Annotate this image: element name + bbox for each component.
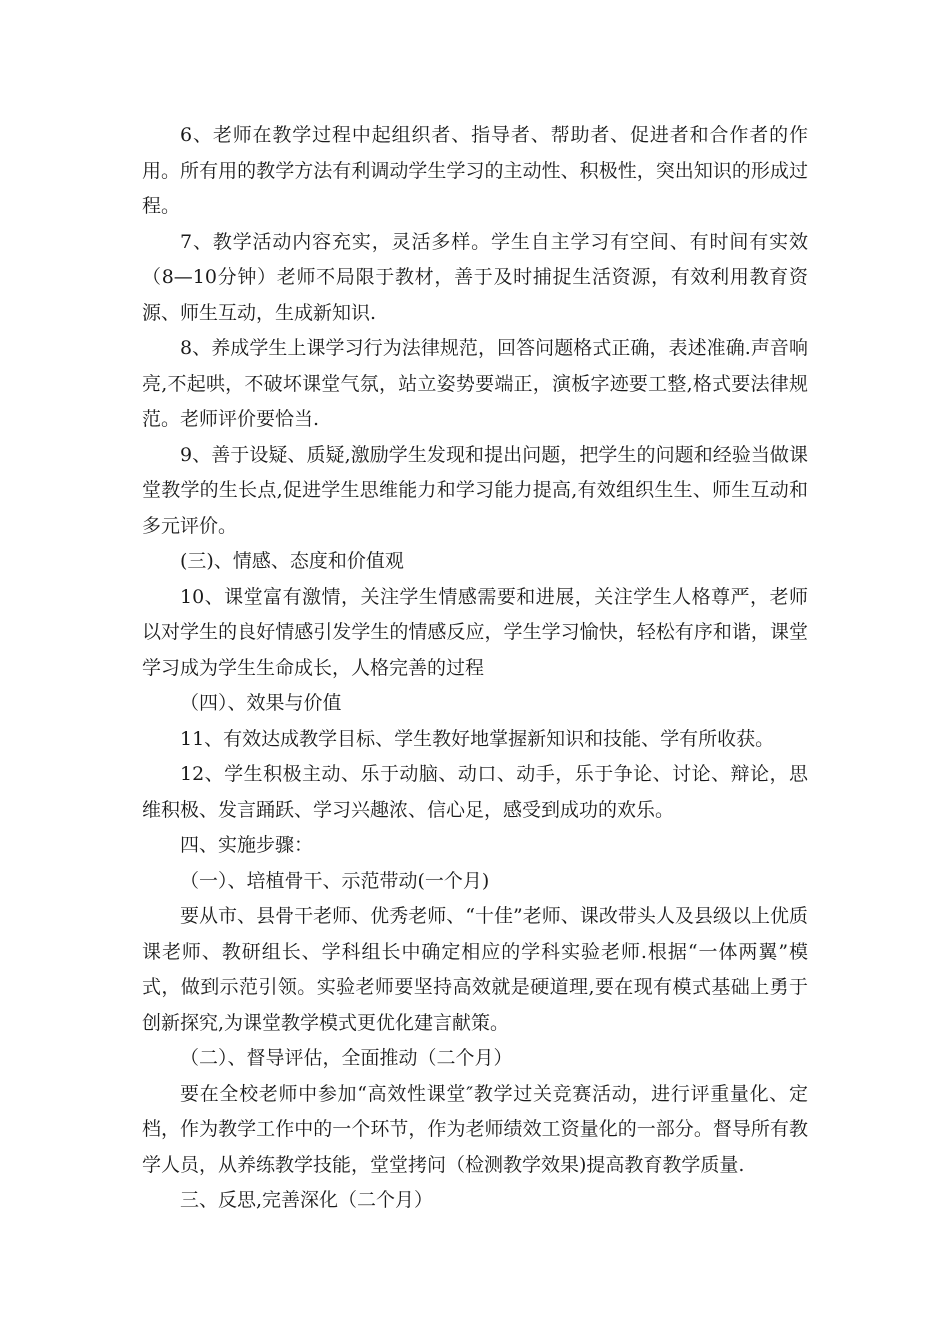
section-heading-steps: 四、实施步骤： [180, 834, 314, 856]
section-heading-emotion: (三)、情感、态度和价值观 [180, 550, 404, 572]
paragraph-item-12: 12、学生积极主动、乐于动脑、动口、动手，乐于争论、讨论、辩论，思维积极、发言踊跃、学习兴趣浓、信心足，感受到成功的欢乐。 [142, 763, 808, 821]
subsection-heading-step-3: 三、反思,完善深化（二个月） [180, 1189, 434, 1211]
paragraph-item-6: 6、老师在教学过程中起组织者、指导者、帮助者、促进者和合作者的作用。所有用的教学方法有利调动学生学习的主动性、积极性，突出知识的形成过程。 [142, 124, 808, 217]
subsection-heading-step-2: （二）、督导评估，全面推动（二个月） [180, 1047, 513, 1069]
subsection-heading-step-1: （一）、培植骨干、示范带动(一个月) [180, 869, 490, 892]
document-body [142, 118, 808, 1219]
paragraph-step-2: 要在全校老师中参加“高效性课堂″教学过关竞赛活动，进行评重量化、定档，作为教学工作中的一个环节，作为老师绩效工资量化的一部分。督导所有教学人员，从养练教学技能，堂堂拷问（检测教学效果)提高教育教学质量. [142, 1082, 808, 1176]
paragraph-step-1: 要从市、县骨干老师、优秀老师、“十佳”老师、课改带头人及县级以上优质课老师、教研组长、学科组长中确定相应的学科实验老师.根据“一体两翼”模式，做到示范引领。实验老师要坚持高效就是硬道理,要在现有模式基础上勇于创新探究,为课堂教学模式更优化建言献策。 [142, 905, 808, 1034]
paragraph-item-8: 8、养成学生上课学习行为法律规范，回答问题格式正确，表述准确.声音响亮,不起哄，不破坏课堂气氛，站立姿势要端正，演板字迹要工整,格式要法律规范。老师评价要恰当. [142, 337, 808, 430]
paragraph-item-9: 9、善于设疑、质疑,激励学生发现和提出问题，把学生的问题和经验当做课堂教学的生长点,促进学生思维能力和学习能力提高,有效组织生生、师生互动和多元评价。 [142, 443, 808, 537]
paragraph-item-10: 10、课堂富有激情，关注学生情感需要和进展，关注学生人格尊严，老师以对学生的良好情感引发学生的情感反应，学生学习愉快，轻松有序和谐，课堂学习成为学生生命成长，人格完善的过程 [142, 585, 808, 679]
section-heading-effect: （四）、效果与价值 [180, 692, 342, 714]
paragraph-item-11: 11、有效达成教学目标、学生教好地掌握新知识和技能、学有所收获。 [180, 727, 775, 750]
paragraph-item-7: 7、教学活动内容充实，灵活多样。学生自主学习有空间、有时间有实效（8—10分钟）老师不局限于教材，善于及时捕捉生活资源，有效利用教育资源、师生互动，生成新知识. [142, 230, 808, 324]
